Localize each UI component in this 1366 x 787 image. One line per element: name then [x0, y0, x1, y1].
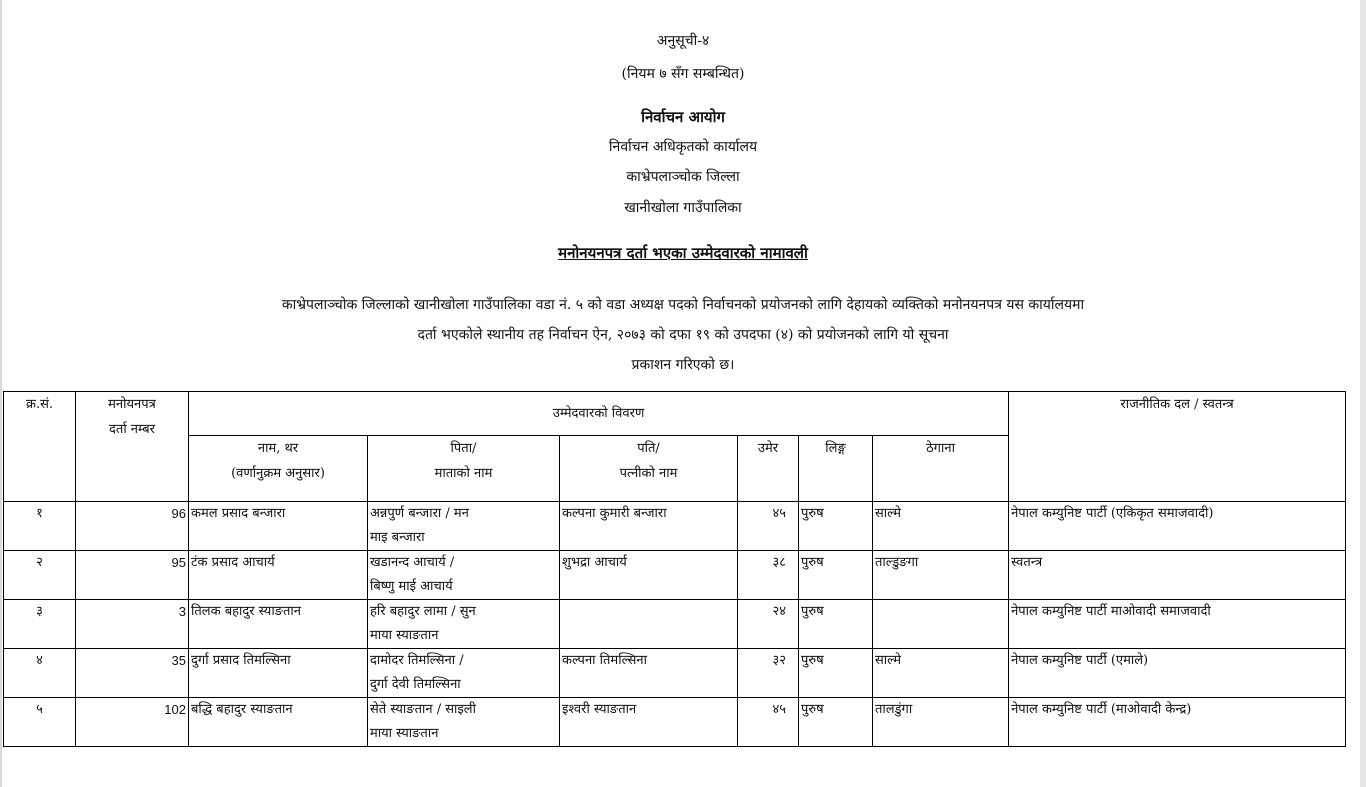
- cell-name: कमल प्रसाद बन्जारा: [189, 502, 368, 551]
- col-reg-header: [76, 392, 189, 502]
- candidate-table: [3, 391, 1346, 747]
- cell-address: तालडुंगा: [873, 698, 1009, 747]
- table-row: [4, 698, 1346, 747]
- cell-parent: [368, 698, 560, 747]
- col-reg-header-line1: मनोयनपत्र: [108, 397, 156, 412]
- cell-address: साल्मे: [873, 649, 1009, 698]
- cell-gender: पुरुष: [799, 649, 873, 698]
- notice-line-3: प्रकाशन गरिएको छ।: [631, 357, 735, 373]
- cell-parent-line2: माया स्याङतान: [370, 726, 439, 741]
- cell-sn: ५: [4, 698, 76, 747]
- cell-parent-line2: दुर्गा देवी तिमल्सिना: [370, 677, 461, 692]
- cell-reg-no: 102: [76, 698, 189, 747]
- rule-reference: (नियम ७ सँग सम्बन्धित): [621, 66, 745, 82]
- cell-parent: [368, 600, 560, 649]
- col-parent-header-line1: पिता/: [450, 441, 477, 456]
- cell-spouse: शुभद्रा आचार्य: [560, 551, 738, 600]
- cell-age: ३२: [738, 649, 799, 698]
- cell-address: साल्मे: [873, 502, 1009, 551]
- cell-parent-line1: खडानन्द आचार्य /: [370, 555, 455, 570]
- district-name: काभ्रेपलाञ्चोक जिल्ला: [626, 169, 740, 185]
- col-spouse-header: [560, 436, 738, 502]
- cell-gender: पुरुष: [799, 600, 873, 649]
- notice-line-2: दर्ता भएकोले स्थानीय तह निर्वाचन ऐन, २०७३ को दफा १९ को उपदफा (४) को प्रयोजनको लागि यो सूचना: [417, 327, 949, 343]
- cell-sn: २: [4, 551, 76, 600]
- cell-parent-line1: अन्नपुर्ण बन्जारा / मन: [370, 506, 469, 521]
- cell-age: ४५: [738, 698, 799, 747]
- cell-party: नेपाल कम्युनिष्ट पार्टी (एमाले): [1009, 649, 1346, 698]
- col-age-header: उमेर: [738, 436, 799, 502]
- cell-sn: ३: [4, 600, 76, 649]
- cell-reg-no: 35: [76, 649, 189, 698]
- cell-sn: ४: [4, 649, 76, 698]
- cell-party: नेपाल कम्युनिष्ट पार्टी (एकिकृत समाजवादी): [1009, 502, 1346, 551]
- municipality-name: खानीखोला गाउँपालिका: [624, 200, 742, 216]
- col-spouse-header-line2: पत्नीको नाम: [619, 466, 678, 481]
- col-name-header-line1: नाम, थर: [257, 441, 299, 456]
- cell-spouse: कल्पना तिमल्सिना: [560, 649, 738, 698]
- cell-name: टंक प्रसाद आचार्य: [189, 551, 368, 600]
- schedule-label: अनुसूची-४: [656, 33, 710, 49]
- table-row: [4, 502, 1346, 551]
- cell-parent-line1: सेते स्याङतान / साइली: [370, 702, 476, 717]
- commission-title: निर्वाचन आयोग: [641, 108, 725, 126]
- col-parent-header: [368, 436, 560, 502]
- office-name: निर्वाचन अधिकृतको कार्यालय: [608, 139, 758, 155]
- col-address-header: ठेगाना: [873, 436, 1009, 502]
- table-row: [4, 551, 1346, 600]
- cell-name: बद्धि बहादुर स्याङतान: [189, 698, 368, 747]
- col-name-header-line2: (वर्णानुक्रम अनुसार): [231, 466, 325, 481]
- cell-age: २४: [738, 600, 799, 649]
- cell-gender: पुरुष: [799, 551, 873, 600]
- cell-parent: [368, 649, 560, 698]
- cell-reg-no: 95: [76, 551, 189, 600]
- table-row: [4, 600, 1346, 649]
- col-sn-header: क्र.सं.: [4, 392, 76, 502]
- cell-address: [873, 600, 1009, 649]
- list-title: मनोनयनपत्र दर्ता भएका उम्मेदवारको नामावली: [558, 244, 808, 262]
- cell-sn: १: [4, 502, 76, 551]
- cell-party: स्वतन्त्र: [1009, 551, 1346, 600]
- cell-address: ताल्डुङगा: [873, 551, 1009, 600]
- cell-parent-line2: माइ बन्जारा: [370, 530, 425, 545]
- col-parent-header-line2: माताको नाम: [434, 466, 493, 481]
- cell-parent: [368, 551, 560, 600]
- col-name-header: [189, 436, 368, 502]
- col-party-header: राजनीतिक दल / स्वतन्त्र: [1009, 392, 1346, 502]
- candidate-details-header: उम्मेदवारको विवरण: [189, 392, 1009, 436]
- cell-party: नेपाल कम्युनिष्ट पार्टी (माओवादी केन्द्र): [1009, 698, 1346, 747]
- cell-spouse: कल्पना कुमारी बन्जारा: [560, 502, 738, 551]
- cell-parent-line2: माया स्याङतान: [370, 628, 439, 643]
- table-row: [4, 649, 1346, 698]
- cell-parent-line1: हरि बहादुर लामा / सुन: [370, 604, 476, 619]
- notice-line-1: काभ्रेपलाञ्चोक जिल्लाको खानीखोला गाउँपालिका वडा नं. ५ को वडा अध्यक्ष पदको निर्वाचनको प्रयोजनको लागि देहायको व्यक्तिको मनोनयनपत्र यस कार्यालयमा: [281, 297, 1085, 313]
- cell-reg-no: 3: [76, 600, 189, 649]
- col-spouse-header-line1: पति/: [637, 441, 660, 456]
- col-reg-header-line2: दर्ता नम्बर: [109, 422, 155, 437]
- cell-gender: पुरुष: [799, 502, 873, 551]
- col-gender-header: लिङ्ग: [799, 436, 873, 502]
- cell-name: दुर्गा प्रसाद तिमल्सिना: [189, 649, 368, 698]
- header-row-1: [4, 392, 1346, 436]
- cell-age: ३८: [738, 551, 799, 600]
- cell-parent-line2: बिष्णु माई आचार्य: [370, 579, 453, 594]
- cell-reg-no: 96: [76, 502, 189, 551]
- cell-party: नेपाल कम्युनिष्ट पार्टी माओवादी समाजवादी: [1009, 600, 1346, 649]
- cell-gender: पुरुष: [799, 698, 873, 747]
- cell-age: ४५: [738, 502, 799, 551]
- cell-spouse: इश्वरी स्याङतान: [560, 698, 738, 747]
- cell-name: तिलक बहादुर स्याङतान: [189, 600, 368, 649]
- cell-parent: [368, 502, 560, 551]
- cell-parent-line1: दामोदर तिमल्सिना /: [370, 653, 464, 668]
- cell-spouse: [560, 600, 738, 649]
